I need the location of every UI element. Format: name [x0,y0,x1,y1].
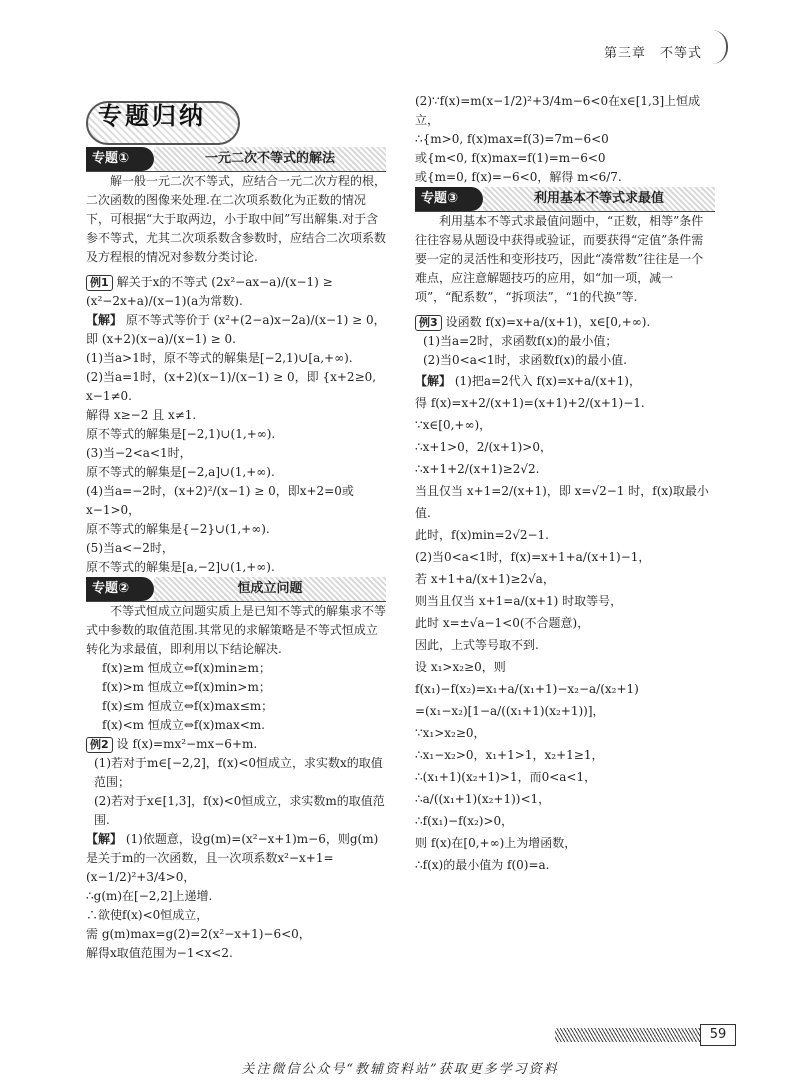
solution-line: ∴f(x₁)−f(x₂)>0， [415,814,514,828]
rule-item: f(x)≥m 恒成立⇔f(x)min≥m； [102,661,271,675]
topic-label: 专题① [86,147,154,171]
left-column [86,95,386,963]
example-3-parts [415,332,715,370]
example-2-parts [86,754,386,830]
solution-3 [415,370,715,876]
example-tag: 例2 [86,737,113,753]
rule-item: f(x)≤m 恒成立⇔f(x)max≤m； [102,699,274,713]
rule-list [86,659,386,735]
solution-line: (1)当a>1时，原不等式的解集是[−2,1)∪[a,+∞). [86,351,353,365]
solution-line: ∴f(x)的最小值为 f(0)=a. [415,858,550,872]
solution-line: =(x₁−x₂)[1−a/((x₁+1)(x₂+1))]， [415,704,605,718]
solution-line: 原不等式的解集是[−2,a]∪(1,+∞). [86,465,275,479]
solution-2 [86,830,386,963]
section-banner [86,95,246,147]
solution-line: 原不等式的解集是[a,−2]∪(1,+∞). [86,560,275,574]
solution-line: 则 f(x)在[0,+∞)上为增函数， [415,836,577,850]
solution-line: 或{m=0, f(x)=−6<0，解得 m<6/7. [415,170,622,184]
solution-line: (2)当a=1时，(x+2)(x−1)/(x−1) ≥ 0，即 {x+2≥0, x−1≠0. [86,370,377,403]
solution-line: 若 x+1+a/(x+1)≥2√a， [415,572,555,586]
solution-line: (5)当a<−2时， [86,541,174,555]
topic-label: 专题③ [415,187,483,211]
example-3 [415,313,715,332]
solution-line: ∵x₁>x₂≥0， [415,726,486,740]
rule-item: f(x)>m 恒成立⇔f(x)min>m； [102,680,271,694]
solution-line: 即 (x+2)(x−a)/(x−1) ≥ 0. [86,332,236,346]
solution-line: ∴x₁−x₂>0，x₁+1>1，x₂+1≥1， [415,748,604,762]
rule-item: f(x)<m 恒成立⇔f(x)max<m. [102,718,265,732]
example-part: (2)当0<a<1时，求函数f(x)的最小值. [423,353,627,367]
solution-line: 当且仅当 x+1=2/(x+1)，即 x=√2−1 时，f(x)取最小值. [415,484,709,520]
solution-line: (1)依题意，设g(m)=(x²−x+1)m−6，则g(m)是关于m的一次函数，且一次项系数x²−x+1=(x−1/2)²+3/4>0， [86,832,379,884]
example-text: 设 f(x)=mx²−mx−6+m. [116,737,258,751]
solution-line: ∴x+1>0，2/(x+1)>0， [415,440,552,454]
solution-line: 此时，f(x)min=2√2−1. [415,528,549,542]
solution-line: 或{m<0, f(x)max=f(1)=m−6<0 [415,151,606,165]
footer-note: 关注微信公众号“教辅资料站”获取更多学习资料 [241,1062,559,1077]
solution-line: 得 f(x)=x+2/(x+1)=(x+1)+2/(x+1)−1. [415,396,645,410]
page-number: 59 [700,1024,736,1046]
solution-line: ∴g(m)在[−2,2]上递增. [86,889,213,903]
solution-line: 原不等式等价于 (x²+(2−a)x−2a)/(x−1) ≥ 0， [125,313,386,327]
example-part: (1)若对于m∈[−2,2]，f(x)<0恒成立，求实数x的取值范围； [94,756,383,789]
example-part: (1)当a=2时，求函数f(x)的最小值； [423,334,618,348]
solution-line: (4)当a=−2时，(x+2)²/(x−1) ≥ 0，即x+2=0或x−1>0， [86,484,354,517]
topic-1-intro: 解一般一元二次不等式，应结合一元二次方程的根，二次函数的图像来处理.在二次项系数化为正数的情况下，可根据“大于取两边，小于取中间”写出解集.对于含参不等式，尤其二次项系数含参数时，应结合二次项系数及方程根的情况对参数分类讨论. [86,174,387,264]
solution-line: (1)把a=2代入 f(x)=x+a/(x+1)， [454,374,641,388]
solution-line: 原不等式的解集是[−2,1)∪(1,+∞). [86,427,276,441]
solution-tag: 【解】 [86,832,123,846]
topic-title: 恒成立问题 [154,577,386,601]
solution-line: 则当且仅当 x+1=a/(x+1) 时取等号， [415,594,623,608]
solution-line: ∴(x₁+1)(x₂+1)>1，而0<a<1， [415,770,597,784]
example-tag: 例1 [86,275,113,291]
topic-title: 一元二次不等式的解法 [154,147,386,171]
example-text: 设函数 f(x)=x+a/(x+1)，x∈[0,+∞). [445,315,651,329]
solution-line: 此时 x=±√a−1<0(不合题意)， [415,616,590,630]
chapter-header: 第三章 不等式 [604,46,703,61]
solution-line: f(x₁)−f(x₂)=x₁+a/(x₁+1)−x₂−a/(x₂+1) [415,682,639,696]
example-1 [86,273,386,311]
solution-line: ∴{m>0, f(x)max=f(3)=7m−6<0 [415,132,609,146]
topic-2-intro: 不等式恒成立问题实质上是已知不等式的解集求不等式中参数的取值范围.其常见的求解策略是不等式恒成立转化为求最值，即利用以下结论解决. [86,604,387,656]
topic-title: 利用基本不等式求最值 [483,187,715,211]
topic-3-intro: 利用基本不等式求最值问题中，“正数，相等”条件往往容易从题设中获得或验证，而要获得“定值”条件需要一定的灵活性和变形技巧，因此“凑常数”往往是一个难点，应注意解题技巧的应用，如“加一项，减一项”，“配系数”，“拆项法”，“1的代换”等. [415,214,704,304]
solution-line: (3)当−2<a<1时， [86,446,192,460]
example-2 [86,735,386,754]
solution-line: 原不等式的解集是{−2}∪(1,+∞). [86,522,270,536]
example-text: 解关于x的不等式 (2x²−ax−a)/(x−1) ≥ (x²−2x+a)/(x−1)(a为常数). [86,275,333,308]
topic-3-heading [415,187,715,212]
solution-tag: 【解】 [86,313,123,327]
solution-line: ∴x+1+2/(x+1)≥2√2. [415,462,540,476]
solution-1 [86,311,386,577]
solution-line: (2)∵f(x)=m(x−1/2)²+3/4m−6<0在x∈[1,3]上恒成立， [415,94,701,127]
example-part: (2)若对于x∈[1,3]，f(x)<0恒成立，求实数m的取值范围. [94,794,385,827]
solution-line: 解得 x≥−2 且 x≠1. [86,408,197,422]
solution-line: 需 g(m)max=g(2)=2(x²−x+1)−6<0， [86,927,311,941]
topic-label: 专题② [86,577,154,601]
solution-line: ∴a/((x₁+1)(x₂+1))<1， [415,792,551,806]
header-decoration [712,30,728,64]
solution-line: 因此，上式等号取不到. [415,638,539,652]
solution-line: (2)当0<a<1时，f(x)=x+1+a/(x+1)−1， [415,550,651,564]
topic-2-heading [86,577,386,602]
banner-title: 专题归纳 [98,102,206,130]
solution-2-continued [415,92,715,187]
solution-line: 解得x取值范围为−1<x<2. [86,946,233,960]
topic-1-heading [86,147,386,172]
right-column [415,92,715,876]
solution-line: ∴欲使f(x)<0恒成立， [86,908,209,922]
solution-tag: 【解】 [415,374,452,388]
solution-line: ∵x∈[0,+∞)， [415,418,492,432]
example-tag: 例3 [415,315,442,331]
solution-line: 设 x₁>x₂≥0，则 [415,660,506,674]
